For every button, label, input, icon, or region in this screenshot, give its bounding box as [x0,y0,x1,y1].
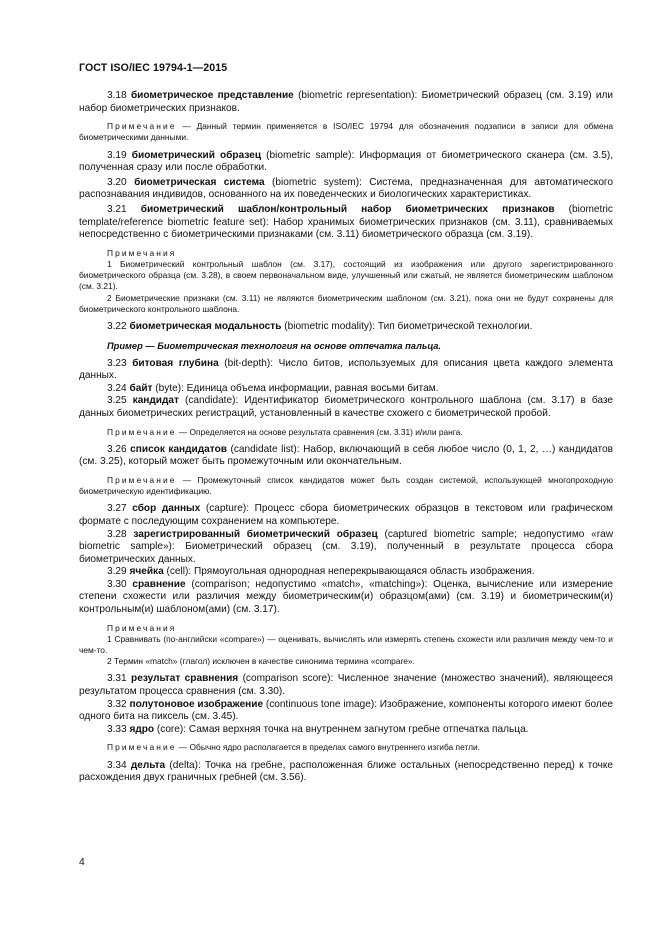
entry-definition: (biometric sample): Информация от биометрического сканера (см. 3.5), полученная сразу или после обработки. [79,149,613,174]
entry-term: биометрический образец [131,149,262,161]
entry-term: дельта [130,759,166,771]
entry-term: битовая глубина [132,357,219,369]
document-header: ГОСТ ISO/IEC 19794-1—2015 [79,62,228,74]
note-3-18 [79,121,613,143]
term-entry-3-19 [79,150,613,175]
note-text: — Определяется на основе результата сравнения (см. 3.31) и/или ранга. [176,426,463,437]
entry-definition: (candidate): Идентификатор биометрического контрольного шаблона (см. 3.17) в базе данных биометрических регистраций, установленный в качестве схожего с биометрической пробой. [79,395,613,419]
entry-definition: (biometric system): Система, предназначенная для автоматического распознавания индивидов, основанного на их поведенческих и биологических характеристиках. [79,176,614,201]
entry-definition: (comparison; недопустимо «match», «matching»): Оценка, вычисление или измерение степени схожести или различия между биометрическим(и) образцом(ами) (см. 3.19) и биометрическим(и) контрольным(и) шаблоном(ами) (см. 3.17). [79,578,613,616]
term-entry-3-24 [79,383,613,396]
entry-definition: (candidate list): Набор, включающий в себя любое число (0, 1, 2, …) кандидатов (см. 3.25), который может быть промежуточным или окончательным. [79,443,613,468]
note-text: — Данный термин применяется в ISO/IEC 19794 для обозначения подзаписи в записи для обмена биометрическими данными. [79,121,613,143]
page-number: 4 [79,857,85,868]
entry-number: 3.22 [107,320,127,332]
entry-number: 3.23 [107,357,127,369]
note-label: Примечание [107,474,177,485]
term-entry-3-20 [79,177,613,202]
entry-number: 3.28 [107,528,127,540]
term-entry-3-31 [79,673,613,698]
entry-term: биометрический шаблон/контрольный набор биометрических признаков [140,203,555,215]
note-text: — Обычно ядро располагается в пределах самого внутреннего изгиба петли. [176,742,480,753]
entry-definition: (comparison score): Численное значение (множество значений), являющееся результатом процесса сравнения (см. 3.30). [79,673,614,698]
entry-number: 3.21 [107,203,127,215]
term-entry-3-18 [79,90,613,115]
entry-definition: (continuous tone image): Изображение, компоненты которого имеют более одного бита на пиксель (см. 3.45). [79,698,614,723]
term-entry-3-33 [79,724,613,737]
entry-term: список кандидатов [130,443,227,455]
entry-definition: (core): Самая верхняя точка на внутреннем загнутом гребне отпечатка пальца. [154,723,529,735]
entry-term: биометрическая система [134,176,265,188]
entry-number: 3.26 [107,443,127,455]
entry-definition: (captured biometric sample; недопустимо «raw biometric sample»): Биометрический образец (см. 3.19), полученный в результате процесса сбора биометрических данных. [79,528,613,565]
entry-number: 3.30 [107,578,127,590]
notes-heading: Примечания [107,622,177,633]
entry-term: биометрическая модальность [129,320,282,332]
entry-number: 3.19 [107,149,127,161]
entry-definition: (capture): Процесс сбора биометрических образцов в текстовом или графическом формате с последующим сохранением на компьютере. [79,503,613,527]
entry-number: 3.34 [107,759,127,771]
entry-definition: (biometric representation): Биометрический образец (см. 3.19) или набор биометрических признаков. [79,90,613,114]
note-item: 2 Биометрические признаки (см. 3.11) не являются биометрическим шаблоном (см. 3.21), пока они не будут сохранены для биометрического контрольного шаблона. [79,292,613,314]
term-entry-3-34 [79,760,613,785]
term-entry-3-26 [79,444,613,469]
entry-number: 3.25 [107,395,127,407]
entry-number: 3.33 [107,723,127,735]
entry-term: полутоновое изображение [129,698,264,710]
note-item: 2 Термин «match» (глагол) исключен в качестве синонима термина «compare». [107,656,415,667]
entry-term: сбор данных [132,503,201,515]
entry-number: 3.32 [107,698,127,710]
entry-term: биометрическое представление [130,90,294,101]
entry-definition: (biometric modality): Тип биометрической технологии. [281,320,533,332]
term-entry-3-29 [79,566,613,579]
note-item: 1 Сравнивать (по-английски «compare») — оценивать, вычислять или измерять степень схожести или различия между чем-то и чем-то. [79,633,613,656]
term-entry-3-30 [79,579,613,617]
note-label: Примечание [107,121,177,132]
entry-number: 3.31 [107,673,127,685]
term-entry-3-32 [79,699,613,724]
entry-term: сравнение [132,578,186,590]
entry-term: зарегистрированный биометрический образец [133,528,378,540]
note-text: — Промежуточный список кандидатов может быть создан системой, использующей многопроходную биометрическую идентификацию. [79,474,613,497]
term-entry-3-21 [79,204,613,242]
entry-number: 3.20 [107,176,127,188]
note-label: Примечание [107,426,177,437]
entry-term: результат сравнения [131,673,239,685]
entry-number: 3.29 [107,566,127,578]
entry-number: 3.27 [107,503,127,515]
entry-number: 3.18 [107,90,127,101]
term-entry-3-25 [79,395,613,420]
example-3-22: Пример — Биометрическая технология на основе отпечатка пальца. [107,340,442,351]
term-entry-3-22 [79,321,613,334]
entry-term: ядро [129,723,155,735]
note-3-26 [79,475,613,497]
note-label: Примечание [107,742,177,753]
entry-definition: (byte): Единица объема информации, равная восьми битам. [152,382,439,394]
entry-definition: (biometric template/reference biometric feature set): Набор хранимых биометрических признаков (см. 3.11), сравниваемых непосредственно с биометрическими признаками (см. 3.11) биометрического образца (см. 3.19). [79,203,613,241]
entry-term: байт [129,382,153,394]
note-item: 1 Биометрический контрольный шаблон (см. 3.17), состоящий из изображения или другого зарегистрированного биометрического образца (см. 3.28), в своем первоначальном виде, улучшенный или сжатый, не является биометрическим шаблоном (см. 3.21). [79,258,613,292]
entry-term: ячейка [129,566,164,578]
entry-definition: (cell): Прямоугольная однородная неперекрывающаяся область изображения. [163,566,535,578]
notes-heading: Примечания [107,247,177,258]
entry-number: 3.24 [107,382,127,394]
entry-definition: (bit-depth): Число битов, используемых для описания цвета каждого элемента данных. [79,357,613,382]
term-entry-3-28 [79,529,613,567]
term-entry-3-23 [79,358,613,383]
note-3-33 [79,742,613,753]
note-3-25 [79,427,613,438]
entry-term: кандидат [132,395,179,407]
entry-definition: (delta): Точка на гребне, расположенная ближе остальных (непосредственно перед) к точке расхождения двух граничных гребней (см. 3.56). [79,759,613,784]
term-entry-3-27 [79,503,613,528]
document-body [79,90,613,785]
